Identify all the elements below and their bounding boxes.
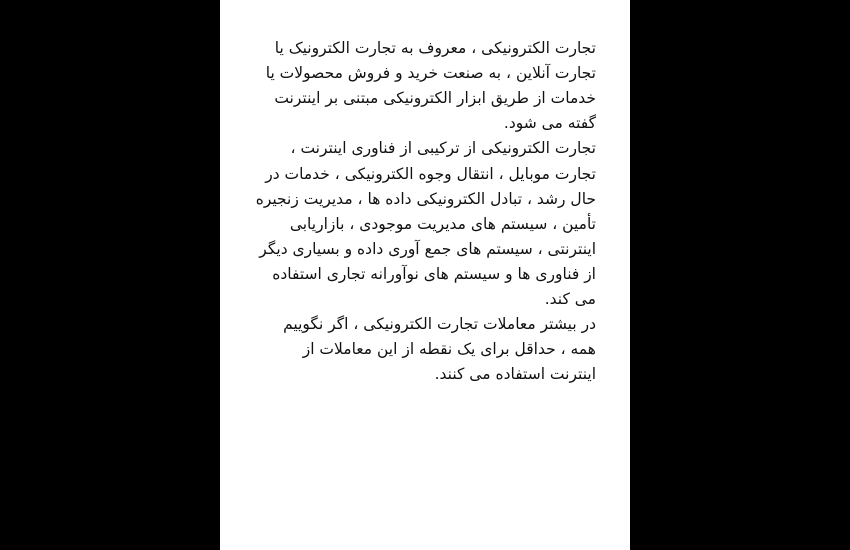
- document-text-body: [254, 36, 596, 388]
- paragraph-1: تجارت الکترونیکی ، معروف به تجارت الکترونیک یا تجارت آنلاین ، به صنعت خرید و فروش محصولات یا خدمات از طریق ابزار الکترونیکی مبتنی بر اینترنت گفته می شود.: [265, 39, 596, 133]
- paragraph-3: در بیشتر معاملات تجارت الکترونیکی ، اگر نگوییم همه ، حداقل برای یک نقطه از این معاملات از اینترنت استفاده می کنند.: [283, 315, 596, 384]
- paragraph-2: تجارت الکترونیکی از ترکیبی از فناوری اینترنت ، تجارت موبایل ، انتقال وجوه الکترونیکی ، خدمات در حال رشد ، تبادل الکترونیکی داده ها ، مدیریت زنجیره تأمین ، سیستم های مدیریت موجودی ، بازاریابی اینترنتی ، سیستم های جمع آوری داده و بسیاری دیگر از فناوری ها و سیستم های نوآورانه تجاری استفاده می کند.: [255, 139, 596, 309]
- document-page: [220, 0, 630, 550]
